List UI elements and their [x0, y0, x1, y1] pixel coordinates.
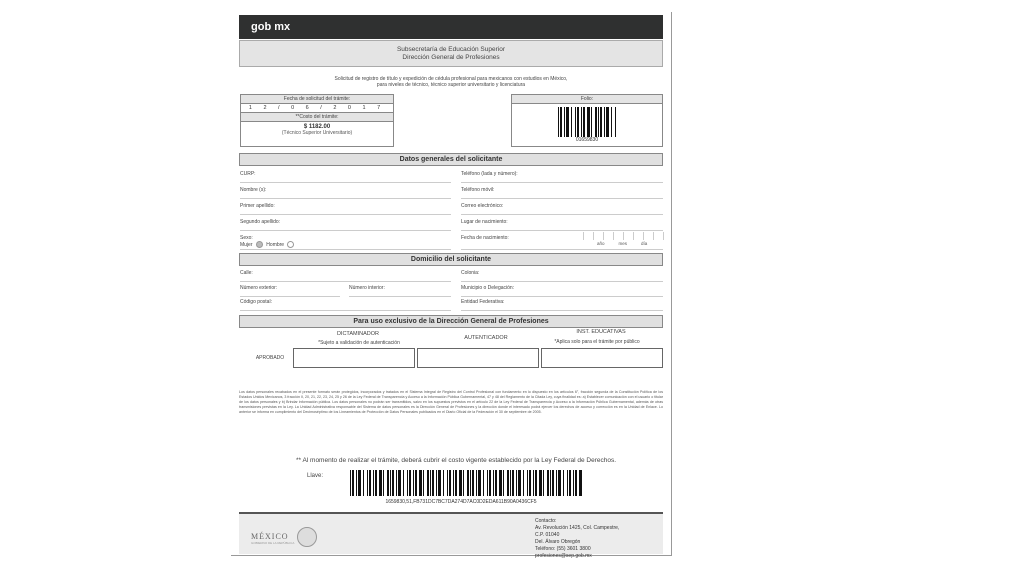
inst-educativas-label: INST. EDUCATIVAS [576, 329, 626, 335]
contact-email[interactable]: profesiones@sep.gob.mx [535, 553, 592, 559]
telefono-field[interactable]: Teléfono (lada y número): [461, 168, 663, 183]
barcode-bar [453, 470, 454, 496]
barcode-bar [573, 470, 574, 496]
barcode-bar [463, 470, 464, 496]
folio-barcode [512, 107, 662, 137]
barcode-bar [518, 470, 521, 496]
barcode-bar [577, 107, 579, 137]
autenticador-box[interactable] [417, 348, 539, 368]
barcode-bar [512, 470, 514, 496]
barcode-bar [575, 470, 577, 496]
llave-barcode [341, 470, 591, 496]
barcode-bar [459, 470, 462, 496]
barcode-bar [539, 470, 542, 496]
fecha-label: Fecha de solicitud del trámite: [241, 95, 393, 104]
barcode-bar [547, 470, 549, 496]
nombre-field[interactable]: Nombre (s): [240, 184, 451, 199]
barcode-bar [379, 470, 382, 496]
barcode-bar [472, 470, 474, 496]
colonia-field[interactable]: Colonia: [461, 267, 663, 282]
barcode-bar [449, 470, 451, 496]
barcode-bar [611, 107, 612, 137]
curp-field[interactable]: CURP: [240, 168, 451, 183]
intro-line-1: Solicitud de registro de título y expedición de cédula profesional para mexicanos con estudios en México, [334, 76, 568, 82]
cost-note: ** Al momento de realizar el trámite, deberá cubrir el costo vigente establecido por la Ley Federal de Derechos. [295, 457, 617, 464]
dia-label: día [641, 241, 648, 246]
autenticador-label: AUTENTICADOR [464, 335, 508, 341]
llave-code: 1659830,51,FB731DC7BC7DA274D7AC0D2EDA611B90A0436CF5 [385, 499, 537, 505]
barcode-bar [527, 470, 528, 496]
dictaminador-note: *Sujeto a validación de autenticación [318, 340, 400, 346]
barcode-bar [533, 470, 534, 496]
barcode-bar [499, 470, 502, 496]
barcode-bar [367, 470, 368, 496]
uso-exclusivo-title: Para uso exclusivo de la Dirección General de Profesiones [239, 315, 663, 328]
correo-field[interactable]: Correo electrónico: [461, 200, 663, 215]
contact-info [535, 518, 619, 560]
barcode-bar [507, 470, 509, 496]
contact-phone: Teléfono: (55) 3601 3800 [535, 546, 591, 552]
inst-educativas-note: *Aplica solo para el trámite por público [554, 339, 640, 345]
intro-line-2: para niveles de técnico, técnico superior universitario y licenciatura [376, 82, 526, 88]
barcode-bar [516, 470, 517, 496]
footer [239, 512, 663, 559]
form-document [231, 12, 672, 559]
barcode-bar [470, 470, 471, 496]
codigo-postal-field[interactable]: Código postal: [240, 296, 451, 311]
barcode-bar [407, 470, 408, 496]
barcode-bar [423, 470, 424, 496]
sexo-options [240, 241, 451, 248]
lugar-nacimiento-field[interactable]: Lugar de nacimiento: [461, 216, 663, 231]
barcode-bar [455, 470, 457, 496]
barcode-bar [558, 470, 561, 496]
contact-address-3: Del. Álvaro Obregón [535, 539, 581, 545]
barcode-bar [566, 107, 569, 137]
barcode-bar [558, 107, 559, 137]
form-intro [271, 76, 631, 88]
barcode-bar [503, 470, 504, 496]
barcode-bar [523, 470, 524, 496]
fecha-nacimiento-units [597, 241, 647, 246]
legal-notice: Los datos personales recabados en el presente formato serán protegidos, incorporados y tratados en el Sistema Integral de Registro del Control Profesional con fundamento en lo dispuesto en los artículos 6°, fracción segunda de la Constitución Política de los Estados Unidos Mexicanos, 3 fracción II, 20, 21, 22, 23, 24, 25 y 26 de la Ley Federal de Transparencia y Acceso a la Información Pública Gubernamental, 47 y 48 del Reglamento de la Citada Ley, cuya finalidad es: a) Establecer comunicación con el usuario o titular de los datos personales y b) Brindar información pública. Los datos personales no podrán ser transmitidos, salvo en los supuestos previstos en el artículo 22 de la Ley Federal de Transparencia y Acceso a la Información Pública Gubernamental, además de otras transmisiones previstas en la Ley. La Unidad Administrativa responsable del Sistema de datos personales es la Dirección General de Profesiones y la dirección donde el interesado podrá ejercer los derechos de acceso y corrección es en la Unidad de Enlace. Lo anterior se informa en cumplimiento del Decimoséptimo de los Lineamientos de Protección de Datos Personales publicados en el Diario Oficial de la Federación el 30 de septiembre de 2005. [239, 390, 663, 414]
llave-label: Llave: [307, 473, 324, 479]
barcode-bar [427, 470, 429, 496]
fecha-nacimiento-label: Fecha de nacimiento: [461, 235, 509, 241]
barcode-bar [483, 470, 484, 496]
barcode-bar [564, 107, 565, 137]
barcode-bar [363, 470, 364, 496]
folio-label: Folio: [512, 95, 662, 104]
barcode-bar [563, 470, 564, 496]
folio-number: 01659830 [575, 137, 599, 143]
numero-interior-field[interactable]: Número interior: [349, 282, 451, 297]
barcode-bar [560, 107, 562, 137]
barcode-bar [569, 470, 571, 496]
barcode-bar [396, 470, 397, 496]
hombre-label: Hombre [266, 241, 285, 248]
barcode-bar [581, 107, 582, 137]
barcode-bar [571, 107, 572, 137]
costo-label: **Costo del trámite: [241, 112, 393, 122]
barcode-bar [550, 470, 551, 496]
barcode-bar [403, 470, 404, 496]
mes-label: mes [618, 241, 628, 246]
barcode-bar [467, 470, 469, 496]
calle-field[interactable]: Calle: [240, 267, 451, 282]
barcode-bar [583, 107, 585, 137]
mujer-radio[interactable] [256, 241, 263, 248]
hombre-radio[interactable] [287, 241, 294, 248]
barcode-bar [419, 470, 422, 496]
contact-address-1: Av. Revolución 1425, Col. Campestre, [535, 525, 620, 531]
sexo-label: Sexo: [240, 235, 253, 241]
mexico-logo: MÉXICO [251, 532, 289, 541]
barcode-bar [398, 470, 401, 496]
barcode-bar [552, 470, 554, 496]
barcode-bar [575, 107, 576, 137]
barcode-bar [369, 470, 371, 496]
barcode-bar [529, 470, 531, 496]
entidad-field[interactable]: Entidad Federativa: [461, 296, 663, 311]
barcode-bar [436, 470, 437, 496]
agency-header [239, 40, 663, 67]
numero-exterior-field[interactable]: Número exterior: [240, 282, 340, 297]
barcode-bar [476, 470, 477, 496]
barcode-bar [600, 107, 602, 137]
barcode-bar [556, 470, 557, 496]
barcode-bar [604, 107, 605, 137]
barcode-bar [478, 470, 481, 496]
municipio-field[interactable]: Municipio o Delegación: [461, 282, 663, 297]
barcode-bar [432, 470, 434, 496]
mujer-label: Mujer [240, 241, 253, 248]
dictaminador-box[interactable] [293, 348, 415, 368]
datos-section-title: Datos generales del solicitante [239, 153, 663, 166]
barcode-bar [579, 470, 582, 496]
barcode-bar [587, 107, 590, 137]
agency-line-2: Dirección General de Profesiones [402, 54, 500, 61]
gob-header-bar [239, 15, 663, 39]
barcode-bar [383, 470, 384, 496]
barcode-bar [409, 470, 411, 496]
fecha-nacimiento-cells[interactable] [583, 232, 673, 240]
fecha-value: 1 2 / 0 6 / 2 0 1 7 [248, 105, 386, 111]
contact-address-2: C.P. 01040 [535, 532, 560, 538]
primer-apellido-field[interactable]: Primer apellido: [240, 200, 451, 215]
barcode-bar [447, 470, 448, 496]
sexo-field [240, 232, 451, 250]
barcode-bar [595, 107, 597, 137]
barcode-bar [387, 470, 389, 496]
barcode-bar [495, 470, 497, 496]
barcode-bar [493, 470, 494, 496]
costo-note: (Técnico Superior Universitario) [281, 130, 353, 136]
anio-label: año [597, 241, 605, 246]
barcode-bar [615, 107, 616, 137]
costo-amount: $ 1182.00 [303, 124, 331, 130]
barcode-bar [390, 470, 391, 496]
barcode-bar [591, 107, 592, 137]
barcode-bar [487, 470, 488, 496]
barcode-bar [415, 470, 417, 496]
telefono-movil-field[interactable]: Teléfono móvil: [461, 184, 663, 199]
barcode-bar [567, 470, 568, 496]
barcode-bar [392, 470, 394, 496]
barcode-bar [535, 470, 537, 496]
agency-line-1: Subsecretaría de Educación Superior [396, 46, 506, 53]
dictaminador-label: DICTAMINADOR [336, 331, 380, 337]
segundo-apellido-field[interactable]: Segundo apellido: [240, 216, 451, 231]
barcode-bar [510, 470, 511, 496]
contact-label: Contacto: [535, 518, 557, 524]
aprobado-label: APROBADO [255, 355, 285, 361]
barcode-bar [430, 470, 431, 496]
barcode-bar [350, 470, 351, 496]
barcode-bar [352, 470, 354, 496]
barcode-bar [358, 470, 361, 496]
domicilio-section-title: Domicilio del solicitante [239, 253, 663, 266]
barcode-bar [438, 470, 441, 496]
barcode-bar [606, 107, 609, 137]
mexico-logo-sub: GOBIERNO DE LA REPÚBLICA [251, 541, 295, 545]
fecha-costo-box [240, 94, 394, 147]
national-seal-icon [297, 527, 317, 547]
barcode-bar [489, 470, 491, 496]
barcode-bar [443, 470, 444, 496]
folio-box [511, 94, 663, 147]
barcode-bar [356, 470, 357, 496]
barcode-bar [543, 470, 544, 496]
barcode-bar [373, 470, 374, 496]
barcode-bar [413, 470, 414, 496]
barcode-bar [598, 107, 599, 137]
gob-mx-logo: gob mx [251, 21, 291, 33]
inst-educativas-box[interactable] [541, 348, 663, 368]
barcode-bar [375, 470, 377, 496]
